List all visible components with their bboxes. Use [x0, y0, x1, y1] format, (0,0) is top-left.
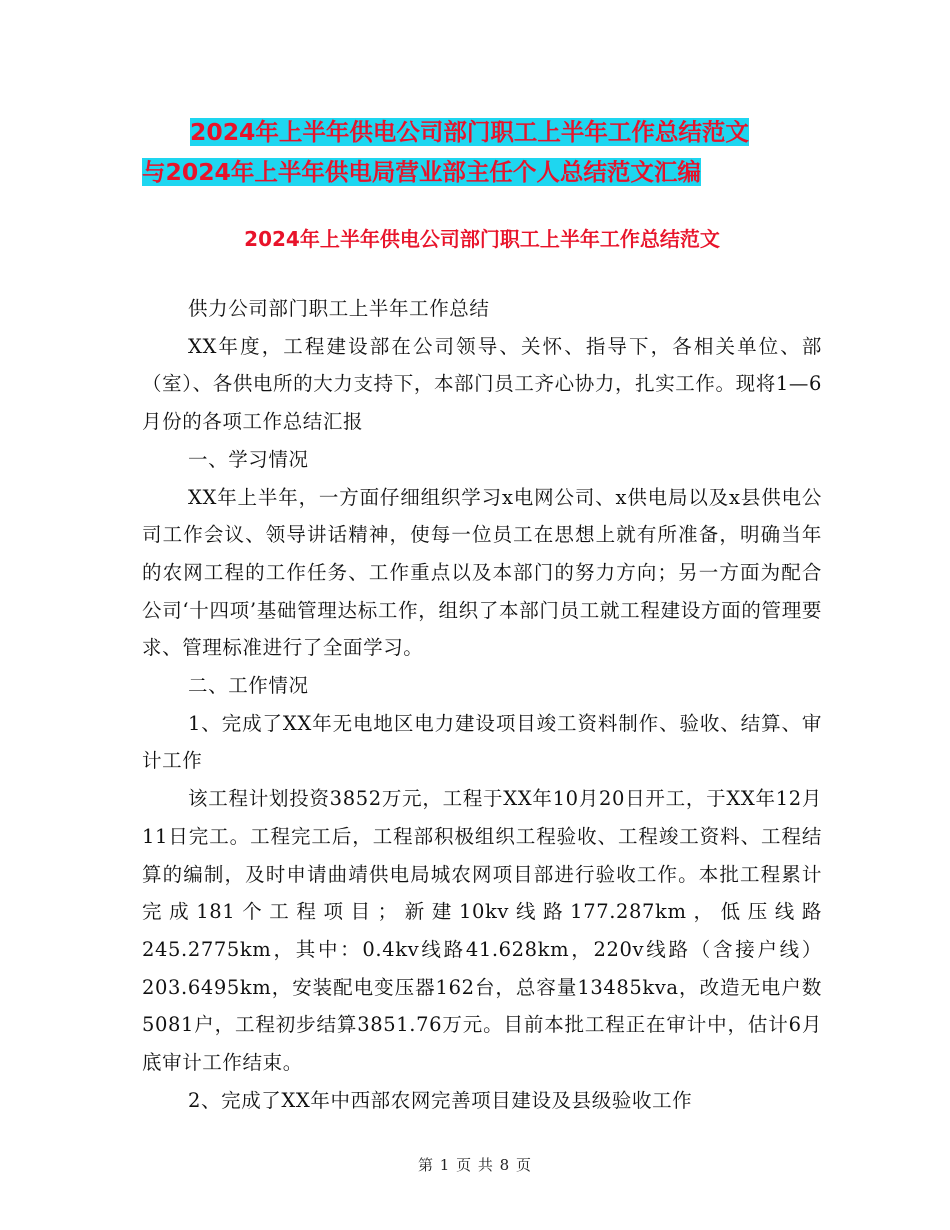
document-body: [142, 290, 822, 1119]
paragraph: XX年上半年，一方面仔细组织学习x电网公司、x供电局以及x县供电公司工作会议、领导讲话精神，使每一位员工在思想上就有所准备，明确当年的农网工程的工作任务、工作重点以及本部门的努力方向；另一方面为配合公司‘十四项’基础管理达标工作，组织了本部门员工就工程建设方面的管理要求、管理标准进行了全面学习。: [142, 485, 822, 660]
paragraph-heading: 一、学习情况: [188, 447, 309, 471]
document-title: [142, 112, 822, 192]
title-line-2: 与2024年上半年供电局营业部主任个人总结范文汇编: [142, 158, 701, 186]
paragraph-heading: 二、工作情况: [188, 674, 309, 698]
paragraph: 2、完成了XX年中西部农网完善项目建设及县级验收工作: [188, 1088, 693, 1112]
section-title: 2024年上半年供电公司部门职工上半年工作总结范文: [244, 227, 720, 251]
paragraph: XX年度，工程建设部在公司领导、关怀、指导下，各相关单位、部（室）、各供电所的大力支持下，本部门员工齐心协力，扎实工作。现将1—6月份的各项工作总结汇报: [142, 334, 822, 434]
page-footer: 第 1 页 共 8 页: [418, 1156, 532, 1174]
title-line-1: 2024年上半年供电公司部门职工上半年工作总结范文: [190, 118, 749, 146]
paragraph: 1、完成了XX年无电地区电力建设项目竣工资料制作、验收、结算、审计工作: [142, 711, 822, 773]
paragraph: 该工程计划投资3852万元，工程于XX年10月20日开工，于XX年12月11日完工。工程完工后，工程部积极组织工程验收、工程竣工资料、工程结算的编制，及时申请曲靖供电局城农网项目部进行验收工作。本批工程累计完成181个工程项目；新建10kv线路177.287km，低压线路245.2775km，其中：0.4kv线路41.628km，220v线路（含接户线）203.6495km，安装配电变压器162台，总容量13485kva，改造无电户数5081户，工程初步结算3851.76万元。目前本批工程正在审计中，估计6月底审计工作结束。: [142, 787, 822, 1075]
paragraph: 供力公司部门职工上半年工作总结: [188, 297, 490, 320]
